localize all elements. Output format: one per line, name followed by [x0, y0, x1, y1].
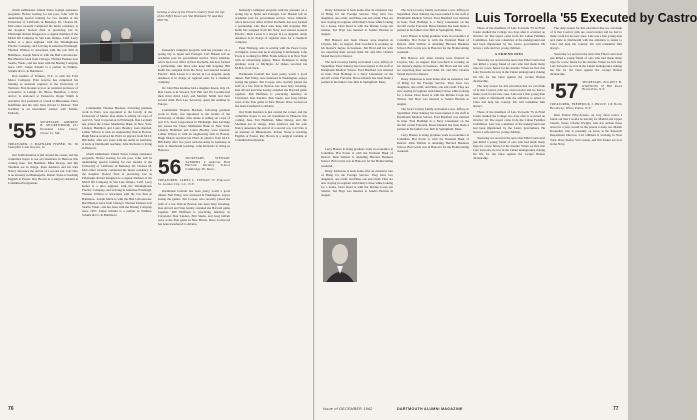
- text-column-5: [321, 8, 393, 400]
- class-secretary: SECRETARY, ANDREW B. MCGREWROOK 251 President Lane Chevy Chase 15, Md.: [40, 119, 78, 135]
- text-column-6: [397, 8, 469, 400]
- column-paragraph: Yesterday we received the news that Fidel Castro had just killed a young friend of ours who had made many trips for a new future for his dreams. When we first met Luis Torroella, he was in the Cuban underground, risking his life for the ideal against the corrupt Batista dictatorship.: [473, 135, 545, 160]
- photo-caption: Getting a view of the French country from the top of the Eiffel Tower are Von Hubbard '55 and Roy Mill '56.: [157, 10, 225, 23]
- column-paragraph: Bill Hanson and Janet Owens were married in Clayton, Mo., in August. Paul Goodrich is working on his master's degree in business. Jim Herd and his wife are expecting their second child. Dr. and Mrs. Charles Strand moved to Denver.: [321, 37, 393, 59]
- text-column-3: [158, 8, 230, 400]
- class-treasurer: TREASURER, J. MAYNARD FISHER, JR. 36 Sunnyhill Lane Dayton, O.: [8, 141, 78, 150]
- page-number-right: 77: [613, 406, 619, 412]
- column-paragraph: The Jack Crowley family welcomed a son, Jeffrey, in September. Peter Kinsley has been named to the staff at Dartmouth Medical School. Fred Bradford was married in June. Fred Hollidge is a Navy Lieutenant on the aircraft carrier Forrestal. Bruce Daniels has been made a partner in his father's law firm in Springfield, Mass.: [397, 8, 469, 33]
- class-56-heading: [158, 157, 230, 186]
- class-year: '57: [550, 80, 579, 104]
- portrait-photo: [323, 238, 357, 282]
- column-paragraph: Our Tenth Reunion is just around the corner, and the committee hopes to see all classmates in Hanover this coming June. Ted Hamblen, Mike Dewey, and Jim Sherman are in charge. Peter Andrews and his wife Nancy announce the arrival of a second son. Carl Otto is an attorney in Minneapolis. Robert Stone is teaching English at Exeter. Ray Brown is a surgical resident at Columbia-Presbyterian.: [8, 152, 78, 186]
- column-paragraph: Those of the members of Luis Torroella '55 in Fidel Castro studied the College two days after it occurred on October 10. The report came from the Cuban Families Committee. Luis was a member of the underground and had been imprisoned by the Castro government. He leaves a wife and two young children.: [473, 109, 545, 135]
- column-paragraph: Don Guthrie of Yonkers, N.Y., is with the Ford Motor Company. Fritz Gaydos has completed his training as assistant registrar at the University of Vermont. Fred Rourke is now an assistant professor of economics at Lehigh. Dr. Bruce Hamilton, a Navy doctor, is stationed at Pensacola. Roger Smith is executive vice president of a bank in Milwaukee. Dave Kauffman and his wife have moved to Denver. Tom Gardiner is an investment adviser with Kidder, Peabody.: [8, 74, 78, 115]
- column-paragraph: The Jack Crowley family welcomed a son, Jeffrey, in September. Peter Kinsley has been named to the staff at Dartmouth Medical School. Fred Bradford was married in June. Fred Hollidge is a Navy Lieutenant on the aircraft carrier Forrestal. Bruce Daniels has been made a partner in his father's law firm in Springfield, Mass.: [321, 59, 393, 84]
- column-paragraph: Larry Hauser is doing graduate work in economics at Columbia. Hal Porter is with the National Bank of Detroit. Dick Webber is attending Harvard Business School. Bob Lewis was in Hanover for the Homecoming weekend.: [397, 132, 469, 154]
- class-treasurer: TREASURER, FREDERICK J. BRUCE 119 North Broadway, White Plains, N.Y.: [550, 102, 622, 110]
- text-column-8: [550, 26, 622, 400]
- column-paragraph: Peter Fishberg, who is serving with the Peace Corps in Nigeria, writes that he is enjoying it immensely. John Poole is working for IBM. Frank Allison is in New York with an advertising agency. Bruce Thompson is doing graduate work at Michigan. Al Oakes received his M.B.A. from Tuck.: [235, 45, 307, 71]
- class-year: 56: [158, 156, 182, 180]
- column-paragraph: The Jack Crowley family welcomed a son, Jeffrey, in September. Peter Kinsley has been named to the staff at Dartmouth Medical School. Fred Bradford was married in June. Fred Hollidge is a Navy Lieutenant on the aircraft carrier Forrestal. Bruce Daniels has been made a partner in his father's law firm in Springfield, Mass.: [397, 107, 469, 132]
- column-paragraph: Kennedy's bilingual program with his pleasure on a spring trip to Spain and Portugal. Carl Hansen left an academic post for government service. Steve Albenda, who's had a law office in New Rochelle, has now formed a partnership. Our three sons keep him hopping. Bill Keith has resigned from the Navy and entered General Electric. Dick Lesser is a lawyer in Los Angeles. Andy Atkinson is in charge of regional sales for a chemical company.: [158, 48, 230, 85]
- column-paragraph: Larry Hauser is doing graduate work in economics at Columbia. Hal Porter is with the National Bank of Detroit. Dick Webber is attending Harvard Business School. Bob Lewis was in Hanover for the Homecoming weekend.: [321, 147, 393, 168]
- left-page: [0, 0, 314, 420]
- column-paragraph: which administers United States foreign assistance programs. Before leaving for his post, John will be undertaking special training for two months at the University of California in Berkeley. Dr. Charles M. McCormer recently completed his intern residency at the hospital. Robert Zinn is practicing law in Pittsburgh. Robert Kingston is a regular member of the Mobil Oil Company in San Luis Obispo, Calif. Larry Keller is a pilot engineer with the Westinghouse Electric Company, and is living in suburban Pittsburgh. Thomas Wallace is associated with the law firm in Baltimore. Joseph Mack is with the Bell Laboratories. Burt Blum is back from Chicago. Thomas Paulsen is in Seattle, Wash., and has been with the Boeing Company since 1957. James Schultz is a partner in Wilkins-Schultz & Co. in Baltimore.: [8, 8, 78, 73]
- column-paragraph: Bill Hanson and Janet Owens were married in Clayton, Mo., in August. Paul Goodrich is working on his master's degree in business. Jim Herd and his wife are expecting their second child. Dr. and Mrs. Charles Strand moved to Denver.: [397, 55, 469, 76]
- class-treasurer: TREASURER, JAMES L. FINNAN 70 Princeton St. Garden City, L.I., N.Y.: [158, 178, 230, 186]
- class-57-heading: [550, 81, 622, 110]
- class-year: '55: [8, 119, 37, 143]
- column-paragraph: which administers United States foreign assistance programs. Before leaving for his post, John will be undertaking special training for two months at the University of California in Berkeley. Dr. Charles M. McCormer recently completed his intern residency at the hospital. Robert Zinn is practicing law in Pittsburgh. Robert Kingston is a regular member of the Mobil Oil Company in San Luis Obispo, Calif. Larry Keller is a pilot engineer with the Westinghouse Electric Company, and is living in suburban Pittsburgh. Thomas Wallace is associated with the law firm in Baltimore. Joseph Mack is with the Bell Laboratories. Burt Blum is back from Chicago. Thomas Paulsen is in Seattle, Wash., and has been with the Boeing Company since 1957. James Schultz is a partner in Wilkins-Schultz & Co. in Baltimore.: [82, 152, 152, 217]
- eiffel-tower-photo: [80, 6, 154, 64]
- issue-footer: Issue of DECEMBER 1962: [323, 407, 373, 411]
- section-subhead: A FRIEND DIES: [494, 52, 524, 57]
- column-paragraph: Those of the members of Luis Torroella '55 in Fidel Castro studied the College two days after it occurred on October 10. The report came from the Cuban Families Committee. Luis was a member of the underground and had been imprisoned by the Castro government. He leaves a wife and two young children.: [473, 26, 545, 51]
- column-paragraph: Yesterday we received the news that Fidel Castro had just killed a young friend of ours who had made many trips for a new future for his dreams. When we first met Luis Torroella, he was in the Cuban underground, risking his life for the ideal against the corrupt Batista dictatorship.: [473, 58, 545, 83]
- column-paragraph: Commander Thomas Brackett, following graduate work in Paris, was appointed to the faculty of the University of Maine. Don Abele is selling oil crops of real U.S. Steel Corporation in Pittsburgh. Dan Levitsky has joined the Chase Manhattan Bank in New York. Lindsay Hamilton and Laura Bradley were married. Luther Wilson is with an engineering firm in Boston. Hugh Moran received his Ph.D. in physics from M.I.T. Bill Kelly, after two years with the Army in Germany, is back at Dartmouth teaching. John Richards is living in Hanover.: [158, 107, 230, 153]
- page-number-left: 76: [8, 406, 14, 412]
- column-paragraph: Dartmouth football has been pretty worth a good dinner. Neil Wiley, now stationed in Washington, enjoys seeing the games. Jim Cooper, who recently joined the staff of a law firm in Boston, has been busy traveling. Ken Alvord and Stan Gurley attended the Harvard game together. Bill Huffman is practicing dentistry in Cleveland. Don Sanders, Bob Steele, and Greg Gillam were at the Yale game in New Haven. Dave Lockwood has been transferred to Atlanta.: [235, 71, 307, 109]
- column-paragraph: The only reason for this execution that we can think of is that Castro's jails are overcrowded and he had to make room for the new ones. Luis was a fine young man and came to Dartmouth with the ambition to return to Cuba and help his country. We will remember him always.: [473, 84, 545, 109]
- column-paragraph: Dusty Johnstone is back home after an extensive tour of Bring for the Foreign Service. They have two daughters, one a half, and Hans, one and a half. They are now staying in Leghorn with Dusty's three while looking for a house. Dave Reed is with the Marine Corps Air Station. Ted Hoyt was married to Sandra Herrick in August.: [321, 8, 393, 37]
- photo-figures-icon: [80, 6, 154, 64]
- portrait-icon: [323, 238, 357, 282]
- column-paragraph: Dr. John Pike Kreitner had a daughter Karen, July 16. Bob Grant is in Seward, N.Y. Bill and Pat Coombs had their third child. Larry and Marilyn Smith had their second child. Bob Lee, Secretary, spent the summer in Europe.: [158, 85, 230, 107]
- column-paragraph: Dear Fellow Fifty-Sevens, on very short notice I found out that I would be leaving for Madrid and Upper Cheam, Texas. Charlie Dwight, who has written these notes for a year, would be the person to help out. Martin Rosenthal, who is presently on leave, is the Research Department Director. Carl Ohlman is working in New York. Dave Shafer, Sid Carsten, and Jim Parker are now in the Navy.: [550, 113, 622, 146]
- column-paragraph: Commander Thomas Brackett, following graduate work in Paris, was appointed to the faculty of the University of Maine. Don Abele is selling oil crops of real U.S. Steel Corporation in Pittsburgh. Dan Levitsky has joined the Chase Manhattan Bank in New York. Lindsay Hamilton and Laura Bradley were married. Luther Wilson is with an engineering firm in Boston. Hugh Moran received his Ph.D. in physics from M.I.T. Bill Kelly, after two years with the Army in Germany, is back at Dartmouth teaching. John Richards is living in Hanover.: [82, 106, 152, 151]
- text-column-1: [8, 8, 78, 400]
- column-paragraph: Larry Hauser is doing graduate work in economics at Columbia. Hal Porter is with the National Bank of Detroit. Dick Webber is attending Harvard Business School. Bob Lewis was in Hanover for the Homecoming weekend.: [397, 33, 469, 54]
- column-paragraph: Kennedy's bilingual program with his pleasure on a spring trip to Spain and Portugal. Carl Hansen left an academic post for government service. Steve Albenda, who's had a law office in New Rochelle, has now formed a partnership. Our three sons keep him hopping. Bill Keith has resigned from the Navy and entered General Electric. Dick Lesser is a lawyer in Los Angeles. Andy Atkinson is in charge of regional sales for a chemical company.: [235, 8, 307, 45]
- column-paragraph: Yesterday we received the news that Fidel Castro had just killed a young friend of ours who had made many trips for a new future for his dreams. When we first met Luis Torroella, he was in the Cuban underground, risking his life for the ideal against the corrupt Batista dictatorship.: [550, 51, 622, 77]
- class-secretary: SECRETARY, ELLIOTT B. KNOWLES 37 Hill Road Bronxville, N.Y.: [582, 80, 622, 92]
- text-column-7: [473, 26, 545, 400]
- column-paragraph: Our Tenth Reunion is just around the corner, and the committee hopes to see all classmates in Hanover this coming June. Ted Hamblen, Mike Dewey, and Jim Sherman are in charge. Peter Andrews and his wife Nancy announce the arrival of a second son. Carl Otto is an attorney in Minneapolis. Robert Stone is teaching English at Exeter. Ray Brown is a surgical resident at Columbia-Presbyterian.: [235, 109, 307, 142]
- class-secretary: SECRETARY, STEWART SANDERS 2 Andover Hall Harvard Divinity School Cambridge 38, Mass.: [185, 156, 230, 171]
- right-page: [315, 0, 697, 420]
- class-55-heading: [8, 121, 78, 150]
- column-paragraph: Dusty Johnstone is back home after an extensive tour of Bring for the Foreign Service. They have two daughters, one a half, and Hans, one and a half. They are now staying in Leghorn with Dusty's three while looking for a house. Dave Reed is with the Marine Corps Air Station. Ted Hoyt was married to Sandra Herrick in August.: [321, 169, 393, 198]
- magazine-footer: DARTMOUTH ALUMNI MAGAZINE: [397, 407, 463, 411]
- column-paragraph: Dartmouth football has been pretty worth a good dinner. Neil Wiley, now stationed in Washington, enjoys seeing the games. Jim Cooper, who recently joined the staff of a law firm in Boston, has been busy traveling. Ken Alvord and Stan Gurley attended the Harvard game together. Bill Huffman is practicing dentistry in Cleveland. Don Sanders, Bob Steele, and Greg Gillam were at the Yale game in New Haven. Dave Lockwood has been transferred to Atlanta.: [158, 189, 230, 226]
- column-paragraph: The only reason for this execution that we can think of is that Castro's jails are overcrowded and he had to make room for the new ones. Luis was a fine young man and came to Dartmouth with the ambition to return to Cuba and help his country. We will remember him always.: [550, 26, 622, 51]
- text-column-4: [235, 8, 307, 400]
- text-column-2: [82, 8, 152, 400]
- article-headline: Luis Torroella '55 Executed by Castro: [475, 11, 697, 25]
- column-paragraph: Dusty Johnstone is back home after an extensive tour of Bring for the Foreign Service. They have two daughters, one a half, and Hans, one and a half. They are now staying in Leghorn with Dusty's three while looking for a house. Dave Reed is with the Marine Corps Air Station. Ted Hoyt was married to Sandra Herrick in August.: [397, 77, 469, 106]
